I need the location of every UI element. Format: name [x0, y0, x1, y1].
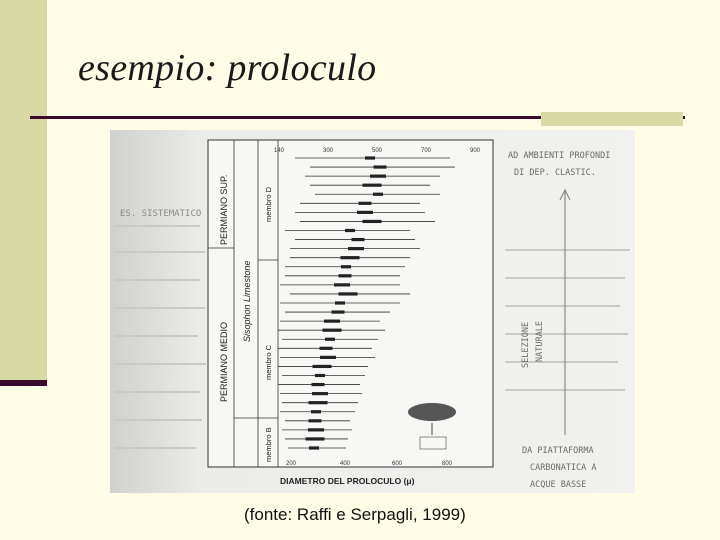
range-bar-box [363, 184, 382, 187]
range-bar-box [348, 247, 364, 250]
range-bar-box [323, 329, 342, 332]
range-bar-box [345, 229, 355, 232]
range-bar-box [339, 274, 352, 277]
bottom-tick: 800 [442, 461, 453, 467]
note-selection-2: NATURALE [535, 321, 545, 362]
bottom-tick: 400 [340, 461, 351, 467]
range-bar-box [306, 437, 325, 440]
top-tick: 140 [274, 148, 285, 154]
figure-photo [110, 130, 635, 493]
accent-block [541, 112, 683, 126]
range-bar-box [308, 428, 324, 431]
range-bar-box [339, 292, 358, 295]
range-bar-box [309, 446, 319, 449]
specimen-image [408, 403, 456, 421]
range-bar-box [334, 283, 350, 286]
bottom-tick: 200 [286, 461, 297, 467]
note-shallow-1: DA PIATTAFORMA [522, 446, 594, 456]
range-bar-box [335, 301, 345, 304]
range-bar-box [320, 347, 333, 350]
note-shallow-3: ACQUE BASSE [530, 480, 587, 490]
range-bar-box [312, 383, 325, 386]
range-bar-box [312, 392, 328, 395]
top-tick: 700 [421, 148, 432, 154]
range-bar-box [325, 338, 335, 341]
range-bar-box [341, 256, 360, 259]
range-bar-box [359, 202, 372, 205]
range-bar-box [370, 175, 386, 178]
range-bar-box [352, 238, 365, 241]
range-bar-box [320, 356, 336, 359]
range-bar-box [324, 320, 340, 323]
label-member-b: membro B [264, 427, 273, 462]
range-bar-box [357, 211, 373, 214]
label-permian-middle: PERMIANO MEDIO [219, 321, 229, 402]
label-sisophon: Sisophon Limestone [242, 260, 252, 342]
top-tick: 500 [372, 148, 383, 154]
note-shallow-2: CARBONATICA A [530, 463, 597, 473]
left-accent-band [0, 0, 47, 383]
left-accent-strip [0, 380, 47, 386]
range-bar-box [363, 220, 382, 223]
range-bar-box [315, 374, 325, 377]
range-bar-box [311, 410, 321, 413]
label-permian-upper: PERMIANO SUP. [219, 174, 229, 245]
x-axis-label: DIAMETRO DEL PROLOCULO (μ) [280, 476, 415, 486]
range-bar-box [373, 193, 383, 196]
range-bar-box [374, 165, 387, 168]
label-member-d: membro D [264, 186, 273, 222]
bottom-tick: 600 [392, 461, 403, 467]
range-bar-box [309, 419, 322, 422]
range-bar-box [313, 365, 332, 368]
range-bar-box [365, 156, 375, 159]
margin-note: ES. SISTEMATICO [120, 209, 202, 219]
source-caption: (fonte: Raffi e Serpagli, 1999) [244, 505, 466, 524]
top-tick: 900 [470, 148, 481, 154]
range-bar-box [332, 310, 345, 313]
note-deep-2: DI DEP. CLASTIC. [514, 168, 596, 178]
proloculo-figure-svg [110, 130, 635, 493]
range-bar-box [309, 401, 328, 404]
note-deep-1: AD AMBIENTI PROFONDI [508, 151, 611, 161]
label-member-c: membro C [264, 344, 273, 380]
top-tick: 300 [323, 148, 334, 154]
range-bar-box [341, 265, 351, 268]
note-selection-1: SELEZIONE [521, 321, 531, 368]
slide-title: esempio: proloculo [78, 47, 377, 89]
